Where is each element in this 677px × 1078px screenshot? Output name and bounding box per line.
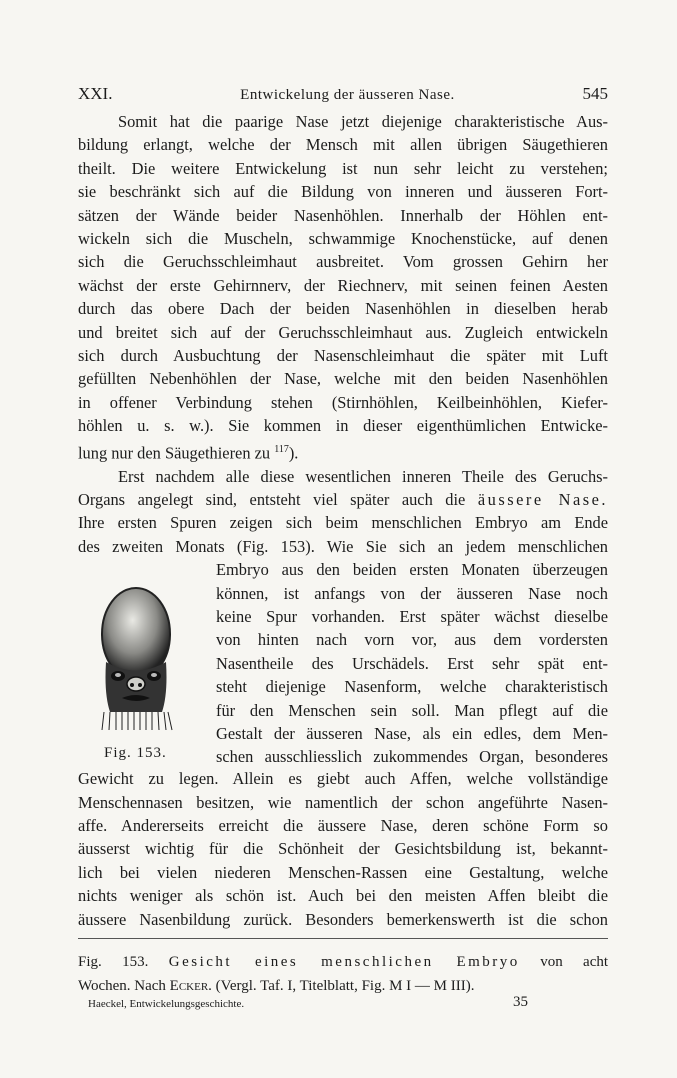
footnote-label: Fig. 153. <box>78 954 149 970</box>
footnote-reference: 117 <box>274 443 289 455</box>
text-line: von hinten nach vorn vor, aus dem vordersten <box>216 630 608 650</box>
text-line: keine Spur vorhanden. Erst später wächst dieselbe <box>216 607 608 626</box>
chapter-number: XXI. <box>78 84 113 103</box>
figure-caption: Fig. 153. <box>104 745 167 762</box>
embryo-face-illustration <box>96 584 176 734</box>
text-line: sich die Geruchsschleimhaut ausbreitet. Vom grossen Gehirn her <box>78 252 608 272</box>
text-line: äussere Nasenbildung zurück. Besonders bemerkenswerth ist die schon <box>78 909 608 929</box>
text-line: Menschennasen besitzen, wie namentlich der schon angeführte Nasen- <box>78 792 608 812</box>
text-fragment: Organs angelegt sind, entsteht viel später auch die <box>78 489 466 509</box>
text-line: können, ist anfangs von der äusseren Nase noch <box>216 583 608 603</box>
text-line: schen ausschliesslich zukommendes Organ, besonderes <box>216 747 608 767</box>
text-line: in offener Verbindung stehen (Stirnhöhlen, Keilbeinhöhlen, Kiefer- <box>78 392 608 412</box>
text-line: sie beschränkt sich auf die Bildung von inneren und äusseren Fort- <box>78 182 608 202</box>
text-fragment: von acht <box>540 954 609 970</box>
text-line: Erst nachdem alle diese wesentlichen inneren Theile des Geruchs- <box>118 466 608 486</box>
text-line: Nasentheile des Urschädels. Erst sehr spät ent- <box>216 653 608 673</box>
emphasis-term: äussere Nase. <box>477 489 608 509</box>
running-header <box>78 84 608 110</box>
text-line: für den Menschen sein soll. Man pflegt auf die <box>216 700 608 720</box>
text-line: des zweiten Monats (Fig. 153). Wie Sie sich an jedem menschlichen <box>78 536 608 556</box>
signature-number: 35 <box>513 994 528 1010</box>
text-line: durch das obere Dach der beiden Nasenhöhlen in dieselben herab <box>78 299 608 319</box>
text-line: bildung erlangt, welche der Mensch mit allen übrigen Säugethieren <box>78 135 608 155</box>
footnote <box>78 950 608 998</box>
text-line: lich bei vielen niederen Menschen-Rassen eine Gestaltung, welche <box>78 862 608 882</box>
text-line: Gestalt der äusseren Nase, als ein edles, dem Men- <box>216 724 608 744</box>
page <box>78 84 608 931</box>
footnote-line <box>78 950 608 974</box>
text-line: nichts weniger als schön ist. Auch bei den meisten Affen bleibt die <box>78 886 608 906</box>
page-number: 545 <box>582 84 608 103</box>
figure-153 <box>78 558 208 767</box>
signature-line <box>88 994 528 1011</box>
text-line: äusserst wichtig für die Schönheit der Gesichtsbildung ist, bekannt- <box>78 839 608 859</box>
text-line <box>78 488 608 511</box>
author-name: Ecker. <box>169 978 212 994</box>
text-line: sich durch Ausbuchtung der Nasenschleimhaut die später mit Luft <box>78 346 608 366</box>
wrapped-text <box>216 558 608 769</box>
text-line: affe. Andererseits erreicht die äussere Nase, deren schöne Form so <box>78 816 608 835</box>
text-fragment: (Vergl. Taf. I, Titelblatt, Fig. M I — M III). <box>215 978 475 994</box>
text-line: gefüllten Nebenhöhlen der Nase, welche mit den beiden Nasenhöhlen <box>78 369 608 389</box>
text-line: steht diejenige Nasenform, welche charakteristisch <box>216 677 608 697</box>
running-title: Entwickelung der äusseren Nase. <box>240 87 455 103</box>
figure-wrap-block <box>78 558 608 767</box>
text-line: wickeln sich die Muscheln, schwammige Knochenstücke, auf denen <box>78 229 608 249</box>
body-text <box>78 110 608 931</box>
text-line: sätzen der Wände beider Nasenhöhlen. Innerhalb der Höhlen ent- <box>78 205 608 225</box>
footnote-rule <box>78 938 608 939</box>
text-fragment: ). <box>288 443 299 463</box>
footnote-line <box>78 974 608 998</box>
text-line: höhlen u. s. w.). Sie kommen in dieser eigenthümlichen Entwicke- <box>78 416 608 436</box>
text-line: und breitet sich auf der Geruchsschleimhaut aus. Zugleich entwickeln <box>78 322 608 342</box>
text-line: Somit hat die paarige Nase jetzt diejenige charakteristische Aus- <box>118 112 608 131</box>
text-line <box>78 438 608 465</box>
text-line: wächst der erste Gehirnnerv, der Riechnerv, mit seinen feinen Aesten <box>78 275 608 295</box>
text-line: theilt. Die weitere Entwickelung ist nun sehr leicht zu verstehen; <box>78 158 608 178</box>
text-line: Gewicht zu legen. Allein es giebt auch Affen, welche vollständige <box>78 769 608 789</box>
text-line: Embryo aus den beiden ersten Monaten überzeugen <box>216 560 608 580</box>
text-fragment: Wochen. Nach <box>78 978 166 994</box>
signature-text: Haeckel, Entwickelungsgeschichte. <box>88 998 245 1010</box>
text-fragment: lung nur den Säugethieren zu <box>78 443 271 463</box>
text-line: Ihre ersten Spuren zeigen sich beim menschlichen Embryo am Ende <box>78 513 608 533</box>
footnote-spaced-text: Gesicht eines menschlichen Embryo <box>168 954 520 970</box>
